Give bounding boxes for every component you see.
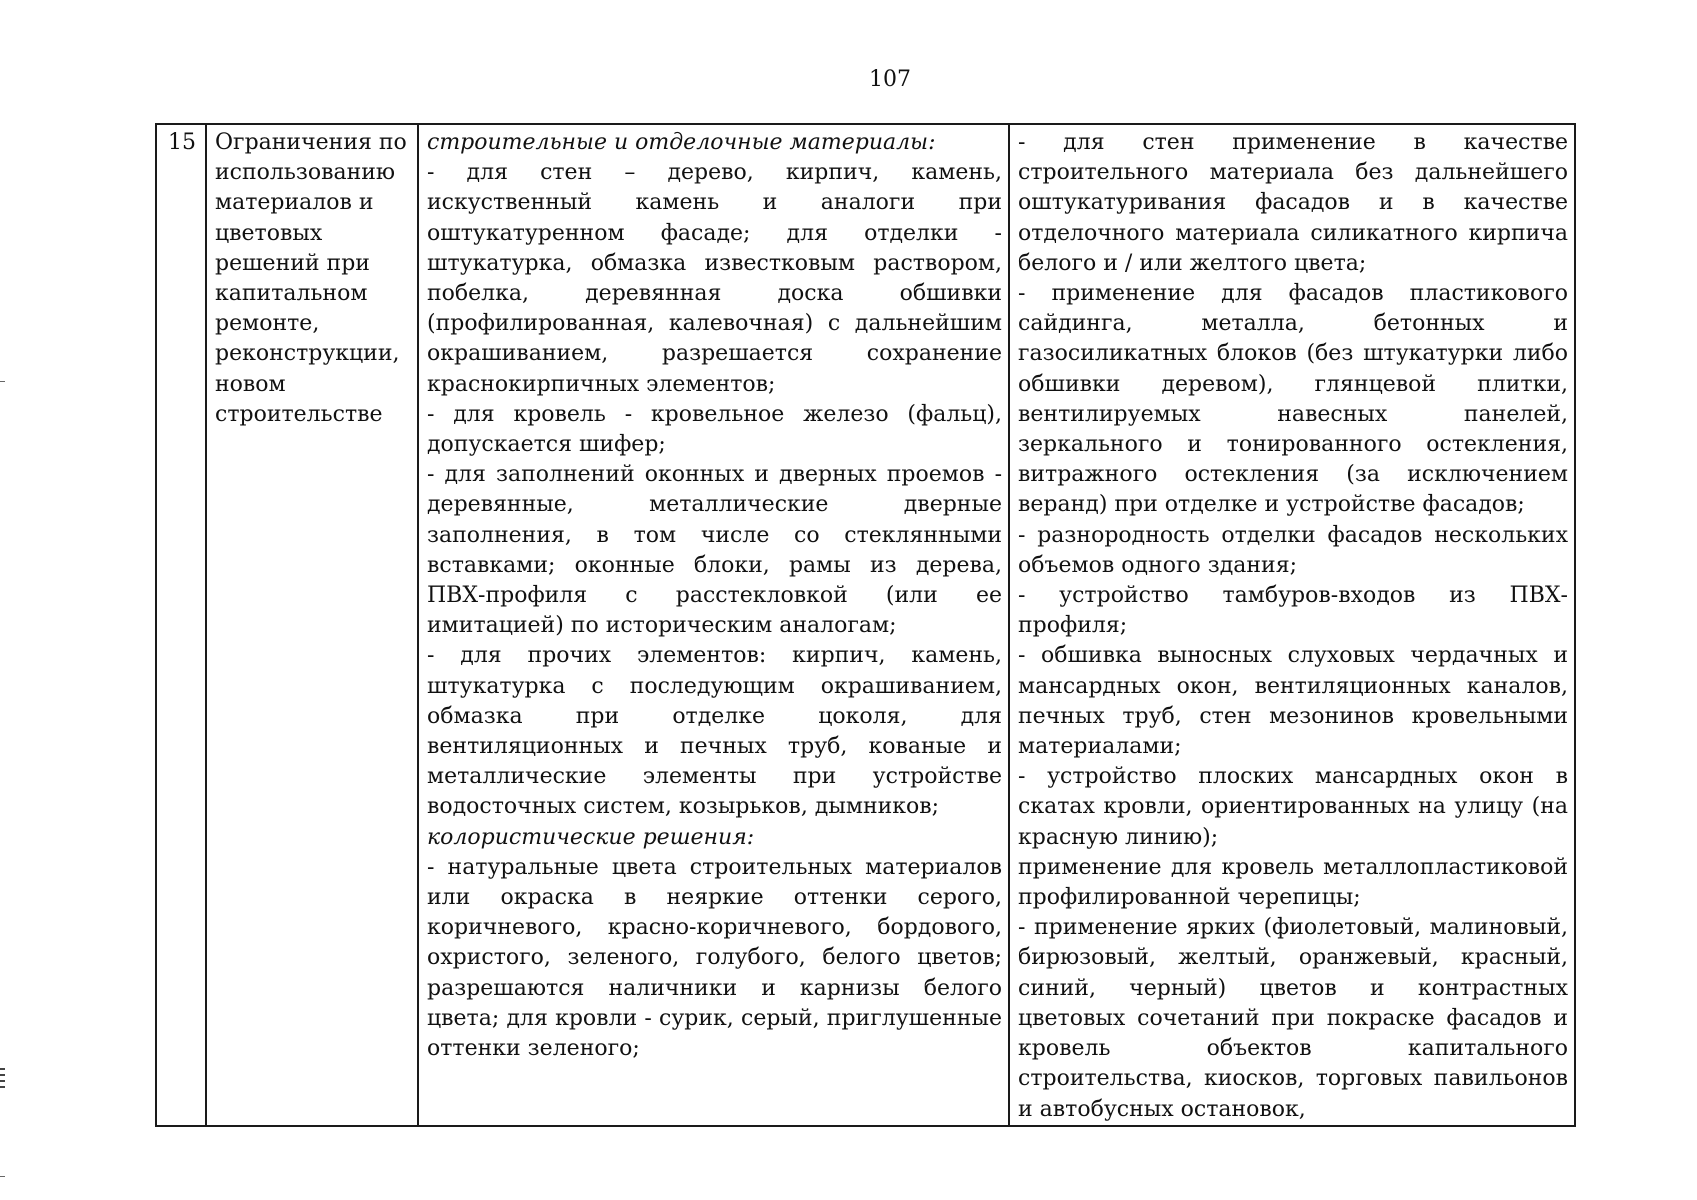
prohibited-paragraph: - устройство тамбуров-входов из ПВХ-профиля; bbox=[1018, 583, 1568, 639]
row-number: 15 bbox=[168, 130, 196, 155]
prohibited-materials-cell bbox=[1009, 124, 1575, 1126]
scan-margin-mark bbox=[0, 1176, 5, 1177]
scan-margin-mark bbox=[0, 381, 5, 382]
prohibited-paragraph: - обшивка выносных слуховых чердачных и мансардных окон, вентиляционных каналов, печных труб, стен мезонинов кровельными материалами; bbox=[1018, 643, 1568, 760]
allowed-paragraph: - для стен – дерево, кирпич, камень, искуственный камень и аналоги при оштукатуренном фасаде; для отделки - штукатурка, обмазка известковым раствором, побелка, деревянная доска обшивки (профилированная, калевочная) с дальнейшим окрашиванием, разрешается сохранение краснокирпичных элементов; bbox=[427, 160, 1002, 397]
page-number: 107 bbox=[869, 67, 911, 92]
allowed-paragraph: - для заполнений оконных и дверных проемов - деревянные, металлические дверные заполнения, в том числе со стеклянными вставками; оконные блоки, рамы из дерева, ПВХ-профиля с расстекловкой (или ее имитацией) по историческим аналогам; bbox=[427, 462, 1002, 639]
scan-mark bbox=[0, 1086, 5, 1088]
row-title: Ограничения по использованию материалов и цветовых решений при капитальном ремонте, реконструкции, новом строительстве bbox=[215, 130, 407, 427]
prohibited-paragraph: - применение для фасадов пластикового сайдинга, металла, бетонных и газосиликатных блоков (без штукатурки либо обшивки деревом), глянцевой плитки, вентилируемых навесных панелей, зеркального и тонированного остекления, витражного остекления (за исключением веранд) при отделке и устройстве фасадов; bbox=[1018, 281, 1568, 518]
scan-mark bbox=[0, 1080, 5, 1082]
prohibited-paragraph: - применение ярких (фиолетовый, малиновый, бирюзовый, желтый, оранжевый, красный, синий, черный) цветов и контрастных цветовых сочетаний при покраске фасадов и кровель объектов капитального строительства, киосков, торговых павильонов и автобусных остановок, bbox=[1018, 915, 1568, 1122]
row-number-cell bbox=[156, 124, 206, 1126]
allowed-materials-cell bbox=[418, 124, 1009, 1126]
scan-mark bbox=[0, 1068, 5, 1070]
prohibited-paragraph: применение для кровель металлопластиковой профилированной черепицы; bbox=[1018, 854, 1568, 911]
row-title-cell bbox=[206, 124, 418, 1126]
allowed-paragraph: колористические решения: bbox=[427, 824, 755, 850]
allowed-paragraph: строительные и отделочные материалы: bbox=[427, 130, 936, 155]
table-row bbox=[156, 124, 1575, 1126]
prohibited-paragraph: - разнородность отделки фасадов нескольких объемов одного здания; bbox=[1018, 522, 1568, 578]
regulations-table bbox=[155, 123, 1576, 1127]
prohibited-paragraph: - для стен применение в качестве строительного материала без дальнейшего оштукатуривания фасадов и в качестве отделочного материала силикатного кирпича белого и / или желтого цвета; bbox=[1018, 130, 1568, 276]
allowed-paragraph: - натуральные цвета строительных материалов или окраска в неяркие оттенки серого, коричневого, красно-коричневого, бордового, охристого, зеленого, голубого, белого цветов; разрешаются наличники и карнизы белого цвета; для кровли - сурик, серый, приглушенные оттенки зеленого; bbox=[427, 854, 1002, 1062]
allowed-paragraph: - для прочих элементов: кирпич, камень, штукатурка с последующим окрашиванием, обмазка при отделке цоколя, для вентиляционных и печных труб, кованые и металлические элементы при устройстве водосточных систем, козырьков, дымников; bbox=[427, 643, 1002, 820]
scan-mark bbox=[0, 1074, 5, 1076]
allowed-paragraph: - для кровель - кровельное железо (фальц), допускается шифер; bbox=[427, 401, 1002, 458]
scan-margin-marks bbox=[0, 1068, 6, 1092]
prohibited-paragraph: - устройство плоских мансардных окон в скатах кровли, ориентированных на улицу (на красную линию); bbox=[1018, 764, 1568, 850]
